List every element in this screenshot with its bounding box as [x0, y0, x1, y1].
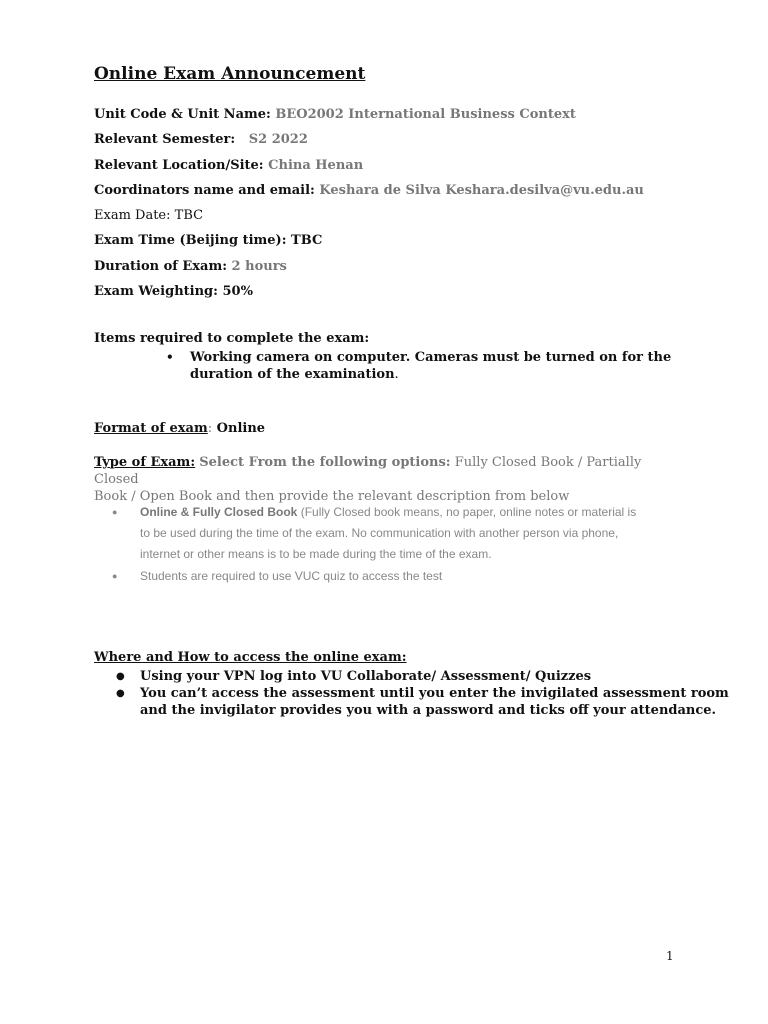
duration-value: 2 hours: [231, 259, 287, 274]
items-required-heading: Items required to complete the exam:: [94, 331, 370, 346]
exam-date-row: [94, 208, 203, 223]
page-number: 1: [666, 949, 674, 963]
exam-time-row: [94, 233, 322, 248]
option-1-line2: to be used during the time of the exam. No communication with another person via phone,: [140, 526, 619, 540]
option-item-2: [112, 566, 687, 587]
weighting-value: 50%: [222, 284, 253, 299]
option-2-text: Students are required to use VUC quiz to access the test: [140, 569, 443, 583]
exam-date-value: TBC: [174, 208, 204, 223]
exam-time-value: TBC: [291, 233, 323, 248]
location-row: [94, 158, 363, 173]
coordinator-label: Coordinators name and email:: [94, 183, 315, 198]
bullet-icon: ●: [116, 688, 125, 699]
format-row: [94, 421, 265, 436]
semester-label: Relevant Semester:: [94, 132, 236, 147]
semester-value: S2 2022: [248, 132, 308, 147]
type-of-exam-line2: Book / Open Book and then provide the relevant description from below: [94, 489, 570, 504]
access-bullet-2: [116, 685, 729, 719]
items-bullet-period: .: [394, 367, 399, 382]
type-of-exam-line1: Fully Closed Book / Partially Closed: [94, 455, 642, 487]
weighting-label: Exam Weighting:: [94, 284, 218, 299]
format-value: Online: [216, 421, 266, 436]
type-of-exam-block: [94, 454, 674, 505]
type-of-exam-label: Type of Exam:: [94, 455, 196, 470]
bullet-icon: ●: [116, 671, 125, 682]
bullet-icon: •: [166, 350, 174, 364]
items-required-bullet: [166, 349, 671, 383]
coordinator-value: Keshara de Silva Keshara.desilva@vu.edu.au: [319, 183, 644, 198]
bullet-icon: ●: [112, 507, 118, 517]
page-title: Online Exam Announcement: [94, 64, 366, 84]
access-heading: Where and How to access the online exam:: [94, 650, 407, 665]
coordinator-row: [94, 183, 644, 198]
access-bullet-1-text: Using your VPN log into VU Collaborate/ Assessment/ Quizzes: [140, 669, 592, 684]
location-label: Relevant Location/Site:: [94, 158, 264, 173]
unit-value: BEO2002 International Business Context: [275, 107, 576, 122]
duration-row: [94, 259, 287, 274]
access-bullet-2-line2: and the invigilator provides you with a password and ticks off your attendance.: [140, 703, 717, 718]
option-1-title: Online & Fully Closed Book: [140, 505, 298, 519]
format-label: Format of exam: [94, 421, 208, 436]
type-of-exam-instruction: Select From the following options:: [199, 455, 451, 470]
option-item-1: [112, 502, 687, 565]
option-1-line1: (Fully Closed book means, no paper, online notes or material is: [300, 505, 637, 519]
exam-date-label: Exam Date:: [94, 208, 171, 223]
items-bullet-line2: duration of the examination: [190, 367, 395, 382]
semester-row: [94, 132, 308, 147]
option-1-line3: internet or other means is to be made during the time of the exam.: [140, 547, 492, 561]
duration-label: Duration of Exam:: [94, 259, 228, 274]
format-colon: :: [207, 421, 213, 436]
items-bullet-line1: Working camera on computer. Cameras must be turned on for the: [190, 350, 672, 365]
unit-label: Unit Code & Unit Name:: [94, 107, 271, 122]
location-value: China Henan: [268, 158, 364, 173]
weighting-row: [94, 284, 253, 299]
bullet-icon: ●: [112, 571, 118, 581]
unit-row: [94, 107, 576, 122]
access-bullet-2-line1: You can’t access the assessment until you enter the invigilated assessment room: [140, 686, 729, 701]
exam-time-label: Exam Time (Beijing time):: [94, 233, 287, 248]
access-bullet-1: [116, 668, 591, 685]
